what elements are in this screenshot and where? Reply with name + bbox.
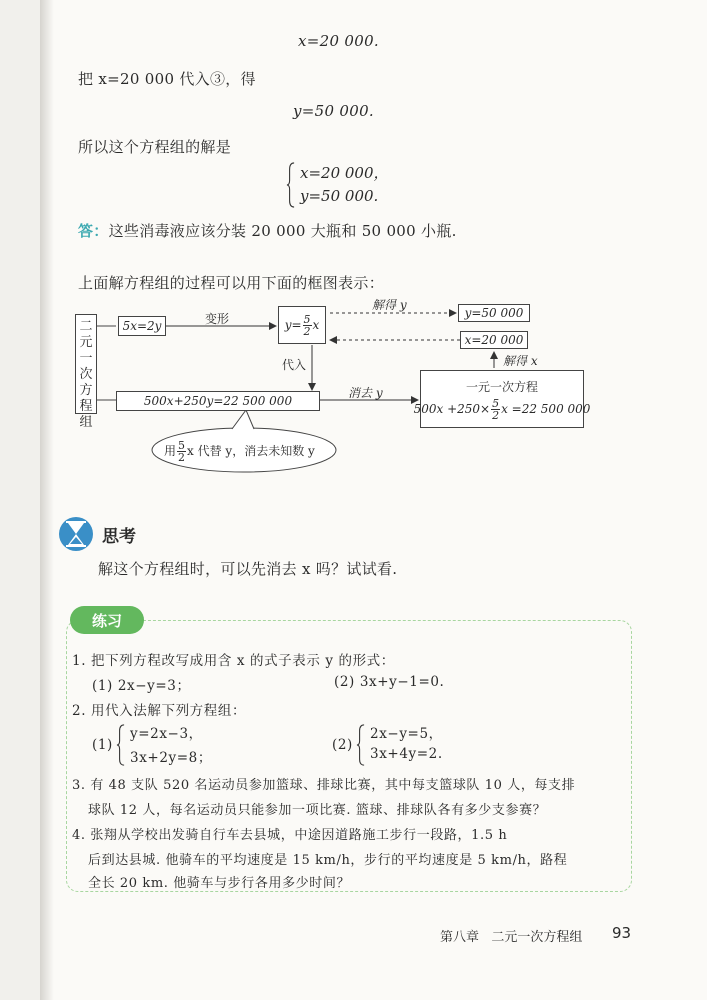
answer-text: 这些消毒液应该分装 20 000 大瓶和 50 000 小瓶.: [108, 222, 457, 240]
one-var-num: 5: [492, 396, 500, 410]
footer-chapter: 第八章 二元一次方程组: [440, 930, 583, 945]
exercise-q2: 2. 用代入法解下列方程组：: [72, 703, 247, 719]
q2a-eq2: 3x+2y=8；: [130, 750, 212, 766]
side-label-system: 二元一次方程组: [75, 314, 97, 414]
q2b-eq2: 3x+4y=2.: [370, 746, 443, 762]
exercise-q1: 1. 把下列方程改写成用含 x 的式子表示 y 的形式：: [72, 653, 395, 669]
y-expr-fraction: [303, 314, 312, 337]
brace-icon: [356, 724, 365, 766]
solve-y-label: 解得 y: [372, 298, 407, 312]
solution-intro: 所以这个方程组的解是: [78, 138, 232, 156]
one-var-equation: [414, 398, 591, 421]
exercise-q3-line2: 球队 12 人，每名运动员只能参加一项比赛. 篮球、排球队各有多少支参赛？: [88, 803, 547, 818]
exercise-q1b: (2) 3x+y−1=0.: [334, 674, 445, 690]
y-expr-num: 5: [303, 312, 311, 326]
bubble-fraction: [177, 440, 186, 463]
y-expr-left: y=: [284, 318, 302, 332]
eliminate-label: 消去 y: [348, 386, 383, 400]
think-text: 解这个方程组时，可以先消去 x 吗？试试看.: [98, 560, 398, 578]
bubble-text-b: x 代替 y，消去未知数 y: [187, 444, 315, 458]
page-number: 93: [612, 924, 632, 942]
solve-x-label: 解得 x: [503, 354, 538, 368]
one-var-title: 一元一次方程: [465, 379, 538, 394]
x-result-box: x=20 000: [460, 331, 528, 349]
bubble-note: [164, 440, 315, 463]
one-var-left: 500x +250×: [413, 401, 491, 416]
exercise-q2b-system: [356, 722, 506, 768]
eq1-box: 5x=2y: [118, 316, 166, 336]
exercise-q2a-system: [116, 722, 266, 768]
exercise-q2a-label: (1): [92, 737, 113, 753]
substitute-rest: x=20 000 代入③，得: [98, 70, 256, 88]
y-expr-var: x: [312, 318, 320, 332]
brace-icon: [116, 724, 125, 766]
flowchart-arrows: [0, 0, 707, 480]
answer-label: 答：: [78, 222, 109, 240]
bubble-text-a: 用: [164, 444, 177, 458]
solution-x-line: x=20 000.: [298, 32, 379, 50]
y-result-box: y=50 000: [458, 304, 530, 322]
solution-y-line: y=50 000.: [293, 102, 374, 120]
think-icon: [58, 516, 94, 552]
one-var-fraction: [491, 398, 500, 421]
y-expr-box: [278, 306, 326, 344]
exercise-q3-line1: 3. 有 48 支队 520 名运动员参加篮球、排球比赛，其中每支篮球队 10 人，每支排: [72, 778, 576, 793]
bubble-den: 2: [178, 451, 186, 464]
exercise-q1a: (1) 2x−y=3；: [92, 678, 191, 694]
one-var-right: x =22 500 000: [501, 401, 591, 416]
exercise-q4-line2: 后到达县城. 他骑车的平均速度是 15 km/h，步行的平均速度是 5 km/h，路程: [88, 853, 568, 868]
exercise-q2b-label: (2): [332, 737, 353, 753]
y-expr-den: 2: [303, 324, 311, 338]
eq2-box: 500x+250y=22 500 000: [116, 391, 320, 411]
exercise-tab: 练习: [70, 606, 144, 634]
system-eq-x: x=20 000，: [300, 164, 389, 182]
system-eq-y: y=50 000.: [300, 187, 379, 205]
one-var-equation-box: [413, 370, 591, 428]
q2b-eq1: 2x−y=5，: [370, 726, 443, 742]
exercise-q4-line3: 全长 20 km. 他骑车与步行各用多少时间？: [88, 876, 351, 891]
substitute-prefix: 把: [78, 70, 99, 88]
bubble-num: 5: [178, 439, 186, 452]
think-title: 思考: [102, 527, 136, 547]
flowchart-intro: 上面解方程组的过程可以用下面的框图表示：: [78, 274, 385, 292]
substitute-label: 代入: [282, 358, 307, 372]
q2a-eq1: y=2x−3，: [130, 726, 203, 742]
one-var-den: 2: [492, 408, 500, 422]
exercise-q4-line1: 4. 张翔从学校出发骑自行车去县城，中途因道路施工步行一段路，1.5 h: [72, 828, 508, 843]
transform-label: 变形: [205, 312, 230, 326]
